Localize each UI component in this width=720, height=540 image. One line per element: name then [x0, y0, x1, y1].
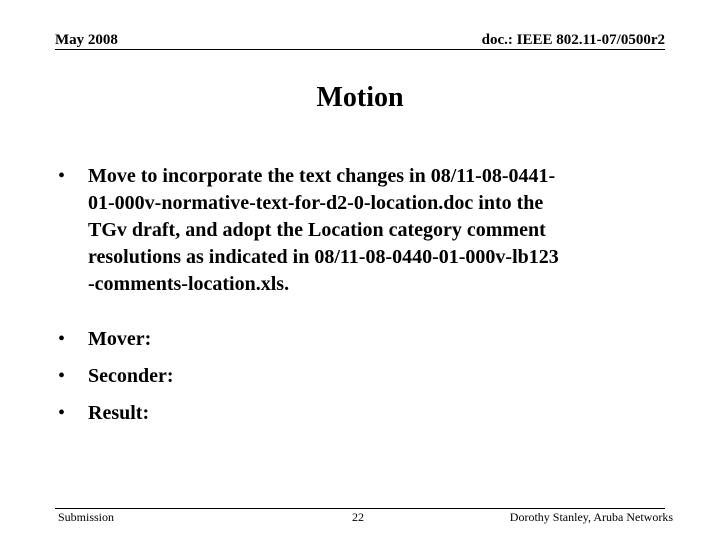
motion-text-line-2: 01-000v-normative-text-for-d2-0-location.doc into the: [88, 192, 544, 214]
bullet-glyph: •: [58, 402, 66, 424]
page-number: 22: [352, 510, 364, 524]
motion-text-line-1: Move to incorporate the text changes in 08/11-08-0441-: [88, 165, 556, 187]
footer-author: Dorothy Stanley, Aruba Networks: [509, 510, 673, 524]
footer-submission: Submission: [58, 510, 115, 524]
result-bullet: [58, 395, 678, 432]
mover-bullet: [58, 321, 678, 358]
header-date: May 2008: [55, 32, 118, 48]
slide-body: [58, 163, 678, 432]
mover-label: Mover:: [88, 328, 152, 350]
bullet-glyph: •: [58, 165, 66, 187]
result-label: Result:: [88, 402, 150, 424]
header-document-id: doc.: IEEE 802.11-07/0500r2: [481, 32, 665, 48]
bullet-glyph: •: [58, 365, 66, 387]
spacer: [58, 298, 678, 321]
seconder-label: Seconder:: [88, 365, 174, 387]
motion-text-line-3: TGv draft, and adopt the Location category comment: [88, 219, 546, 241]
header-divider: [55, 49, 665, 50]
seconder-bullet: [58, 358, 678, 395]
motion-text-line-5: -comments-location.xls.: [88, 273, 290, 295]
bullet-glyph: •: [58, 328, 66, 350]
slide-title: Motion: [316, 82, 404, 113]
motion-text-line-4: resolutions as indicated in 08/11-08-0440-01-000v-lb123: [88, 246, 559, 268]
footer-divider: [55, 508, 665, 509]
motion-bullet: [58, 163, 678, 298]
